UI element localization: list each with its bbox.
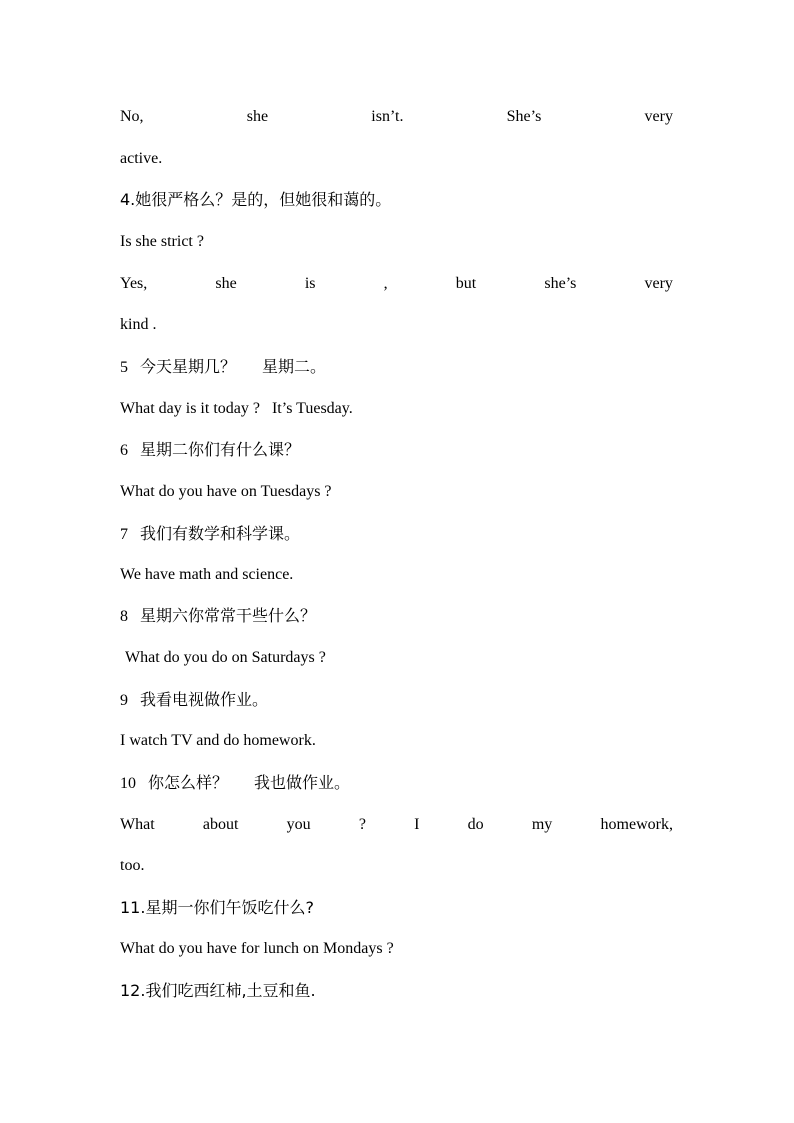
answer-text: 我看电视做作业。	[140, 690, 269, 709]
answer-9-chinese	[120, 690, 268, 711]
answer-text: 我也做作业。	[254, 773, 351, 792]
answer-4-part-2: kind .	[120, 316, 157, 333]
question-5-english	[120, 399, 353, 419]
answer-text: It’s Tuesday.	[271, 400, 353, 417]
word: ?	[358, 816, 366, 833]
answer-text: 星期二。	[262, 357, 327, 376]
question-10-english-part-1	[120, 815, 673, 835]
question-6-chinese	[120, 440, 300, 461]
answer-7-english: We have math and science.	[120, 566, 294, 583]
answer-line-3-part-2: active.	[120, 150, 163, 167]
answer-12-chinese: 12.我们吃西红柿,土豆和鱼.	[120, 981, 316, 1000]
item-number: 8	[120, 608, 128, 625]
word: she	[246, 108, 269, 125]
word: homework,	[600, 816, 673, 833]
question-4-english: Is she strict ?	[120, 233, 204, 250]
question-11-chinese: 11.星期一你们午饭吃什么?	[120, 898, 314, 917]
word: Yes,	[120, 275, 148, 292]
word: do	[467, 816, 484, 833]
word: ,	[383, 275, 388, 292]
question-5-chinese	[120, 357, 326, 378]
question-10-chinese	[120, 773, 350, 794]
word: my	[531, 816, 553, 833]
word: What	[120, 816, 155, 833]
item-number: 7	[120, 526, 128, 543]
question-text: What day is it today ?	[120, 400, 260, 417]
item-number: 6	[120, 442, 128, 459]
question-11-english: What do you have for lunch on Mondays ?	[120, 940, 394, 957]
word: about	[202, 816, 239, 833]
word: She’s	[506, 108, 542, 125]
question-text: 星期六你常常干些什么？	[140, 606, 317, 625]
word: is	[304, 275, 316, 292]
word: she’s	[544, 275, 577, 292]
word: very	[644, 275, 673, 292]
item-number: 10	[120, 775, 136, 792]
word: isn’t.	[371, 108, 404, 125]
answer-4-part-1	[120, 274, 673, 294]
question-text: 星期二你们有什么课？	[140, 440, 301, 459]
answer-text: 我们有数学和科学课。	[140, 524, 301, 543]
word: but	[455, 275, 477, 292]
question-text: 今天星期几？	[140, 357, 237, 376]
word: very	[644, 108, 673, 125]
question-text: 你怎么样？	[148, 773, 229, 792]
question-4-chinese: 4.她很严格么？是的，但她很和蔼的。	[120, 190, 392, 209]
item-number: 5	[120, 359, 128, 376]
answer-7-chinese	[120, 524, 300, 545]
question-8-english: What do you do on Saturdays ?	[125, 649, 326, 666]
word: No,	[120, 108, 144, 125]
question-6-english: What do you have on Tuesdays ?	[120, 483, 332, 500]
word: I	[414, 816, 420, 833]
answer-9-english: I watch TV and do homework.	[120, 732, 316, 749]
question-10-english-part-2: too.	[120, 857, 145, 874]
answer-line-3-part-1	[120, 107, 673, 127]
word: she	[215, 275, 237, 292]
question-8-chinese	[120, 606, 316, 627]
word: you	[286, 816, 311, 833]
item-number: 9	[120, 692, 128, 709]
